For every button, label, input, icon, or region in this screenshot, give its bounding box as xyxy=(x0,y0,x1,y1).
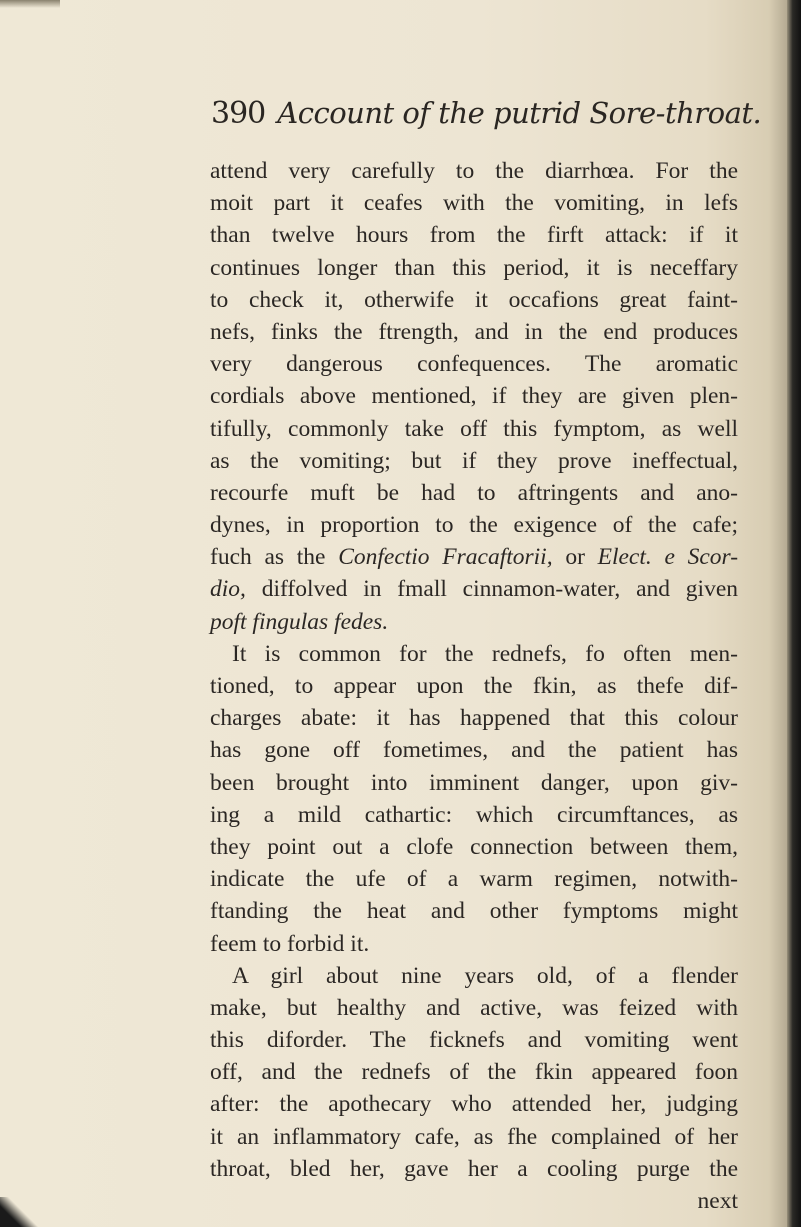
running-title: Account of the putrid Sore-throat. xyxy=(277,96,762,130)
text-line: tioned, to appear upon the fkin, as thefe dif- xyxy=(210,673,738,699)
text-line: to check it, otherwife it occafions great faint- xyxy=(210,286,738,313)
text-line-mixed xyxy=(210,541,738,573)
text-line: ing a mild cathartic: which circumftances, as xyxy=(210,801,738,828)
text-line: continues longer than this period, it is neceffary xyxy=(210,254,738,281)
page-shadow-top xyxy=(0,0,60,8)
text-run: or xyxy=(565,544,585,571)
text-line-mixed xyxy=(210,573,738,605)
text-line: dynes, in proportion to the exigence of the cafe; xyxy=(210,512,738,539)
text-line: feem to forbid it. xyxy=(210,930,370,957)
page-corner-shadow xyxy=(0,1197,40,1227)
text-line: charges abate: it has happened that this colour xyxy=(210,705,738,732)
text-line: tifully, commonly take off this fymptom, as well xyxy=(210,415,738,442)
text-line: off, and the rednefs of the fkin appeared foon xyxy=(210,1059,738,1086)
body-text xyxy=(210,155,738,1217)
text-line: throat, bled her, gave her a cooling purge the xyxy=(210,1155,738,1182)
text-line: indicate the ufe of a warm regimen, notwith- xyxy=(210,866,738,893)
text-line: moit part it ceafes with the vomiting, in lefs xyxy=(210,190,738,217)
italic-run: dio, xyxy=(210,576,246,603)
text-line: nefs, finks the ftrength, and in the end produces xyxy=(210,318,738,345)
text-line: as the vomiting; but if they prove ineffectual, xyxy=(210,447,738,474)
catchword: next xyxy=(697,1188,738,1214)
text-line: after: the apothecary who attended her, judging xyxy=(210,1091,738,1118)
text-line: recourfe muft be had to aftringents and ano- xyxy=(210,479,738,506)
text-line: than twelve hours from the firft attack: if it xyxy=(210,222,738,249)
text-line: make, but healthy and active, was feized with xyxy=(210,994,738,1021)
text-run: diffolved in fmall cinnamon-water, and given xyxy=(261,576,739,603)
page-number: 390 xyxy=(211,96,266,131)
paragraph-start: It is common for the rednefs, fo often men- xyxy=(232,640,738,667)
text-line: very dangerous confequences. The aromatic xyxy=(210,351,738,378)
text-line: cordials above mentioned, if they are given plen- xyxy=(210,383,738,410)
text-run: fuch as the xyxy=(210,544,326,571)
text-line: it an inflammatory cafe, as fhe complained of her xyxy=(210,1123,738,1150)
text-line: been brought into imminent danger, upon giv- xyxy=(210,769,738,796)
paragraph-start: A girl about nine years old, of a flender xyxy=(232,962,738,989)
page-edge-shadow xyxy=(787,0,801,1227)
text-line: has gone off fometimes, and the patient has xyxy=(210,737,738,764)
text-line: ftanding the heat and other fymptoms might xyxy=(210,898,738,925)
italic-run: Confectio Fracaftorii, xyxy=(338,544,553,571)
text-line-italic: poft fingulas fedes. xyxy=(210,608,389,635)
italic-run: Elect. e Scor- xyxy=(597,544,739,571)
text-line: attend very carefully to the diarrhœa. For the xyxy=(210,158,738,184)
running-head xyxy=(211,96,762,142)
text-line: they point out a clofe connection between them, xyxy=(210,833,738,860)
text-line: this diforder. The ficknefs and vomiting went xyxy=(210,1027,738,1054)
